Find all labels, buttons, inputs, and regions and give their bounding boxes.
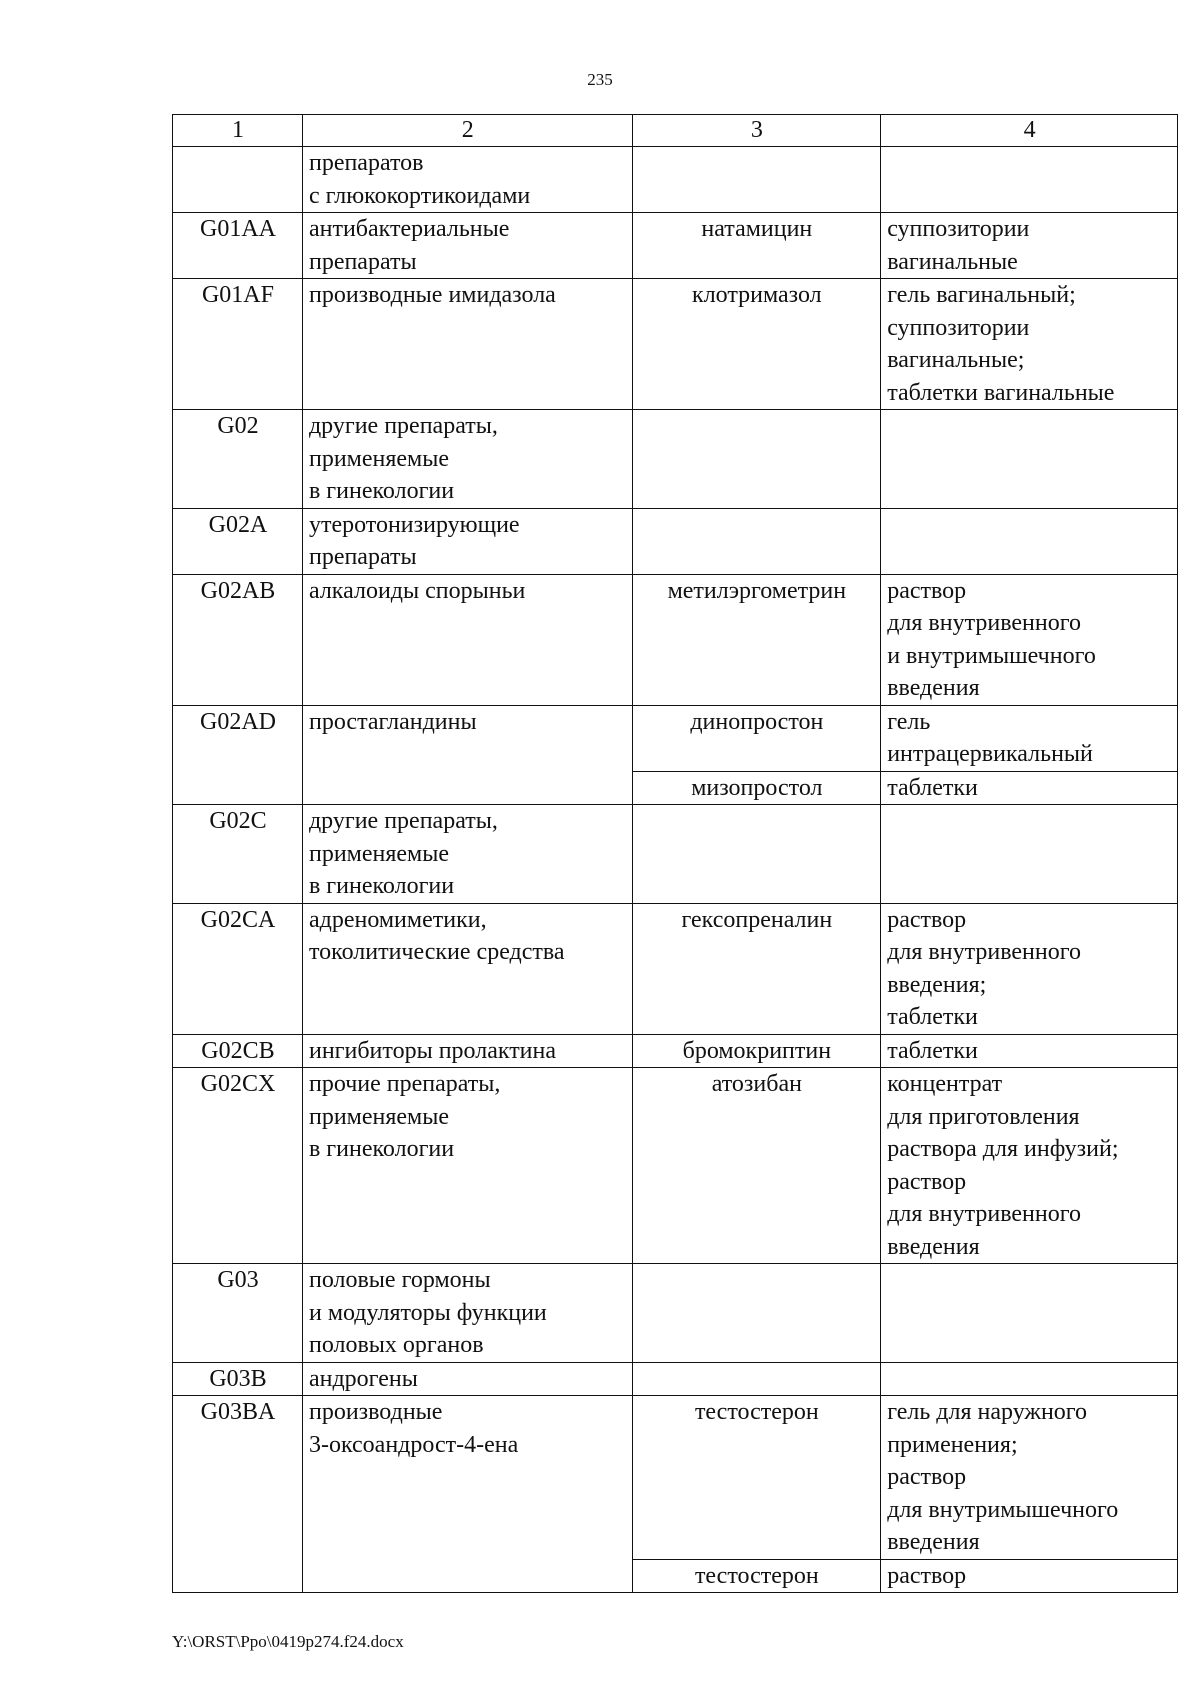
group-name-cell: утеротонизирующие препараты [302, 508, 632, 574]
drug-name-cell: гексопреналин [632, 903, 881, 1034]
drug-name-cell [632, 1264, 881, 1363]
drug-name-cell: тестостерон [632, 1396, 881, 1560]
drug-name-cell [632, 1362, 881, 1396]
table-header-row [173, 115, 1178, 147]
atc-code-cell: G02AB [173, 574, 303, 705]
drug-name-cell: атозибан [632, 1068, 881, 1264]
group-name-cell: алкалоиды спорыньи [302, 574, 632, 705]
group-name-cell: производные имидазола [302, 279, 632, 410]
dosage-form-cell: гель для наружного применения; раствор для внутримышечного введения [881, 1396, 1178, 1560]
atc-code-cell: G01AA [173, 213, 303, 279]
dosage-form-cell [881, 805, 1178, 904]
group-name-cell: простагландины [302, 705, 632, 805]
atc-code-cell: G02AD [173, 705, 303, 805]
atc-code-cell: G02CB [173, 1034, 303, 1068]
table-row [173, 903, 1178, 1034]
drug-name-cell: клотримазол [632, 279, 881, 410]
group-name-cell: прочие препараты, применяемые в гинекологии [302, 1068, 632, 1264]
drug-name-cell [632, 410, 881, 509]
drug-name-cell: бромокриптин [632, 1034, 881, 1068]
page-number: 235 [587, 70, 613, 89]
column-header: 2 [302, 115, 632, 147]
atc-code-cell: G01AF [173, 279, 303, 410]
table-row [173, 705, 1178, 771]
atc-code-cell [173, 147, 303, 213]
atc-code-cell: G02CA [173, 903, 303, 1034]
table-row [173, 279, 1178, 410]
drug-name-cell: тестостерон [632, 1559, 881, 1593]
table-row [173, 1264, 1178, 1363]
dosage-form-cell: суппозитории вагинальные [881, 213, 1178, 279]
footer-file-path: Y:\ORST\Ppo\0419p274.f24.docx [172, 1632, 404, 1651]
table-row [173, 508, 1178, 574]
drug-name-cell [632, 508, 881, 574]
atc-code-cell: G02 [173, 410, 303, 509]
atc-code-cell: G02CX [173, 1068, 303, 1264]
group-name-cell: половые гормоны и модуляторы функции половых органов [302, 1264, 632, 1363]
group-name-cell: ингибиторы пролактина [302, 1034, 632, 1068]
atc-code-cell: G02C [173, 805, 303, 904]
atc-code-cell: G03B [173, 1362, 303, 1396]
table-row [173, 147, 1178, 213]
atc-code-cell: G03BA [173, 1396, 303, 1593]
dosage-form-cell: таблетки [881, 1034, 1178, 1068]
table-row [173, 574, 1178, 705]
dosage-form-cell [881, 1362, 1178, 1396]
group-name-cell: антибактериальные препараты [302, 213, 632, 279]
table-row [173, 805, 1178, 904]
dosage-form-cell: таблетки [881, 771, 1178, 805]
column-header: 1 [173, 115, 303, 147]
dosage-form-cell [881, 410, 1178, 509]
dosage-form-cell: раствор для внутривенного и внутримышечного введения [881, 574, 1178, 705]
dosage-form-cell: гель вагинальный; суппозитории вагинальные; таблетки вагинальные [881, 279, 1178, 410]
drug-name-cell: метилэргометрин [632, 574, 881, 705]
table-row [173, 1068, 1178, 1264]
dosage-form-cell: гель интрацервикальный [881, 705, 1178, 771]
group-name-cell: производные 3-оксоандрост-4-ена [302, 1396, 632, 1593]
dosage-form-cell: раствор [881, 1559, 1178, 1593]
drug-name-cell [632, 805, 881, 904]
group-name-cell: препаратов с глюкокортикоидами [302, 147, 632, 213]
table-row [173, 213, 1178, 279]
group-name-cell: адреномиметики, токолитические средства [302, 903, 632, 1034]
drug-name-cell: динопростон [632, 705, 881, 771]
column-header: 3 [632, 115, 881, 147]
column-header: 4 [881, 115, 1178, 147]
atc-code-cell: G03 [173, 1264, 303, 1363]
drug-name-cell [632, 147, 881, 213]
dosage-form-cell [881, 147, 1178, 213]
drug-name-cell: мизопростол [632, 771, 881, 805]
table-row [173, 1362, 1178, 1396]
table-row [173, 1396, 1178, 1560]
group-name-cell: андрогены [302, 1362, 632, 1396]
drug-name-cell: натамицин [632, 213, 881, 279]
table-row [173, 1034, 1178, 1068]
drug-table [172, 114, 1178, 1593]
table-row [173, 410, 1178, 509]
atc-code-cell: G02A [173, 508, 303, 574]
group-name-cell: другие препараты, применяемые в гинекологии [302, 410, 632, 509]
dosage-form-cell [881, 1264, 1178, 1363]
dosage-form-cell: концентрат для приготовления раствора для инфузий; раствор для внутривенного введения [881, 1068, 1178, 1264]
dosage-form-cell: раствор для внутривенного введения; таблетки [881, 903, 1178, 1034]
group-name-cell: другие препараты, применяемые в гинекологии [302, 805, 632, 904]
dosage-form-cell [881, 508, 1178, 574]
